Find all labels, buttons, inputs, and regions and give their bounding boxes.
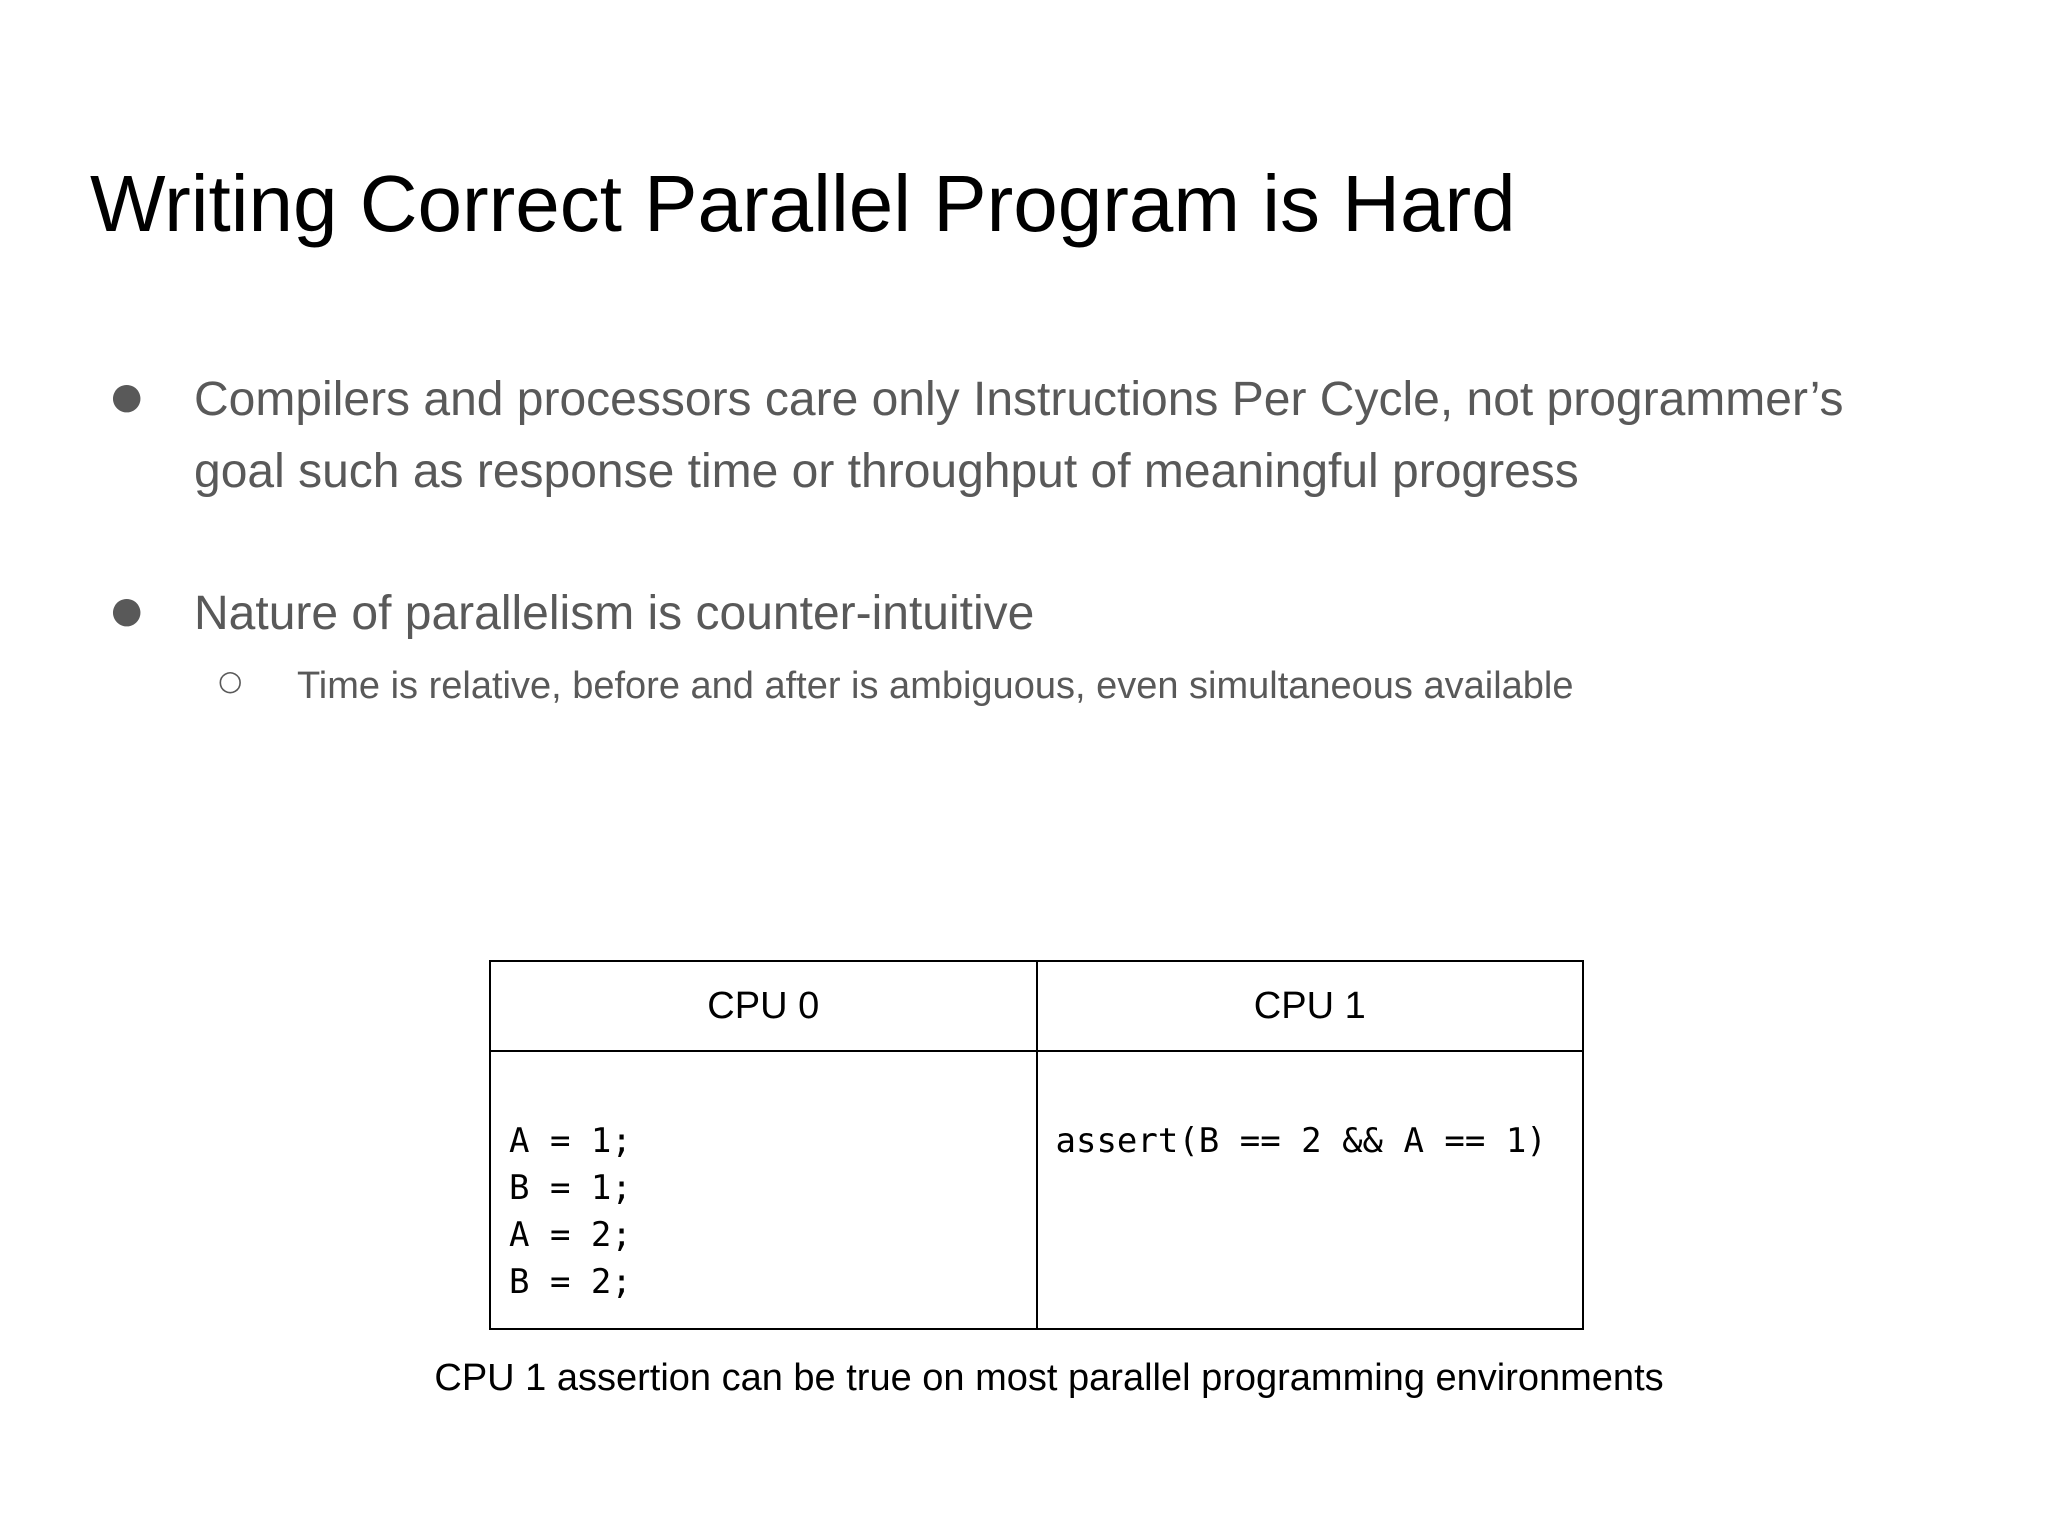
slide-title: Writing Correct Parallel Program is Hard xyxy=(90,159,1516,248)
code-line: B = 2; xyxy=(509,1262,632,1302)
code-line: assert(B == 2 && A == 1) xyxy=(1055,1121,1547,1161)
sub-bullet-marker-icon: ○ xyxy=(218,664,243,697)
code-line: B = 1; xyxy=(509,1168,632,1208)
cpu1-header: CPU 1 xyxy=(1037,961,1584,1051)
bullet-text: Compilers and processors care only Instructions Per Cycle, not programmer’s goal such as response time or throughput of meaningful progress xyxy=(194,373,1844,498)
table-caption: CPU 1 assertion can be true on most parallel programming environments xyxy=(434,1357,1664,1399)
cpu1-code-block xyxy=(1056,1052,1565,1165)
cpu1-code-cell xyxy=(1037,1051,1584,1329)
code-line: A = 1; xyxy=(509,1121,632,1161)
table-row xyxy=(490,1051,1583,1329)
bullet-marker-icon: ● xyxy=(111,590,143,631)
cpu0-code-cell xyxy=(490,1051,1037,1329)
code-line: A = 2; xyxy=(509,1215,632,1255)
cpu-table xyxy=(489,960,1584,1330)
cpu0-code-block xyxy=(509,1052,1018,1306)
table-header-row xyxy=(490,961,1583,1051)
bullet-text: Nature of parallelism is counter-intuitive xyxy=(194,587,1035,640)
cpu0-header: CPU 0 xyxy=(490,961,1037,1051)
bullet-marker-icon: ● xyxy=(111,376,143,417)
sub-bullet-text: Time is relative, before and after is ambiguous, even simultaneous available xyxy=(297,665,1574,707)
